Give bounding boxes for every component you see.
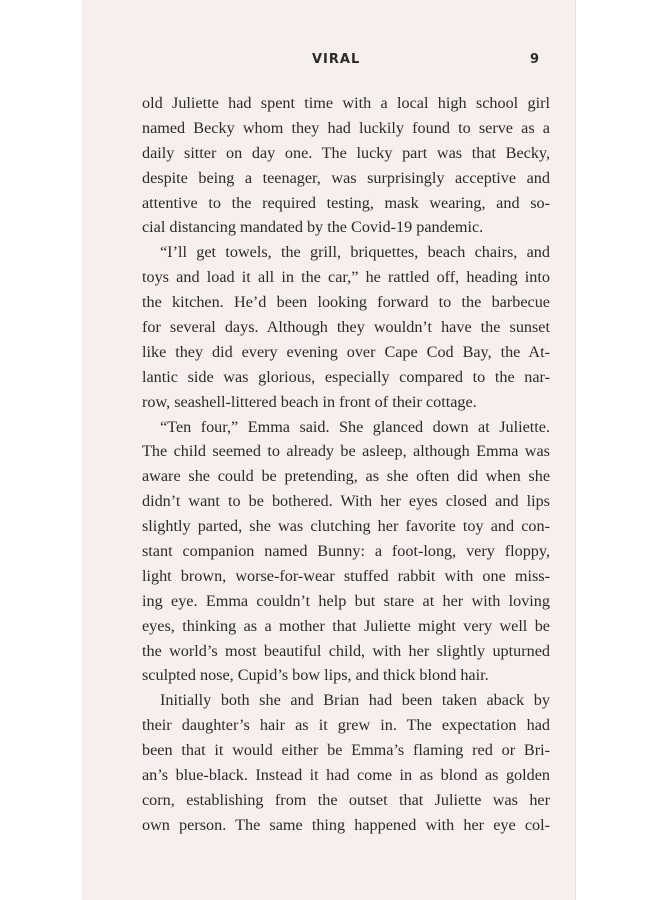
text-line: been that it would either be Emma’s flaming red or Bri- [142, 741, 550, 760]
text-line: daily sitter on day one. The lucky part was that Becky, [142, 143, 550, 162]
text-line: despite being a teenager, was surprisingly acceptive and [142, 168, 550, 187]
text-line: the world’s most beautiful child, with her slightly upturned [142, 641, 550, 660]
text-line: slightly parted, she was clutching her favorite toy and con- [142, 517, 550, 536]
text-line: the kitchen. He’d been looking forward to the barbecue [142, 293, 550, 312]
body-text [142, 91, 550, 838]
text-line: eyes, thinking as a mother that Juliette might very well be [142, 616, 550, 635]
text-line: stant companion named Bunny: a foot-long, very floppy, [142, 542, 550, 561]
text-line: row, seashell-littered beach in front of their cottage. [142, 392, 477, 411]
text-line: Initially both she and Brian had been taken aback by [160, 691, 550, 710]
text-line: for several days. Although they wouldn’t have the sunset [142, 318, 550, 337]
text-line: didn’t want to be bothered. With her eyes closed and lips [142, 492, 550, 511]
running-head [82, 52, 576, 72]
text-line: named Becky whom they had luckily found to serve as a [142, 118, 550, 137]
text-line: an’s blue-black. Instead it had come in as blond as golden [142, 766, 550, 785]
text-line: own person. The same thing happened with her eye col- [142, 815, 550, 834]
text-line: “Ten four,” Emma said. She glanced down at Juliette. [160, 417, 550, 436]
text-line: sculpted nose, Cupid’s bow lips, and thick blond hair. [142, 666, 489, 685]
text-line: corn, establishing from the outset that Juliette was her [142, 790, 550, 809]
text-line: The child seemed to already be asleep, although Emma was [142, 442, 550, 461]
text-line: aware she could be pretending, as she often did when she [142, 467, 550, 486]
text-line: their daughter’s hair as it grew in. The expectation had [142, 716, 550, 735]
text-line: old Juliette had spent time with a local high school girl [142, 94, 550, 112]
text-line: light brown, worse-for-wear stuffed rabbit with one miss- [142, 566, 550, 585]
page-number: 9 [529, 52, 540, 67]
text-line: attentive to the required testing, mask wearing, and so- [142, 193, 550, 212]
text-line: ing eye. Emma couldn’t help but stare at her with loving [142, 591, 550, 610]
text-line: toys and load it all in the car,” he rattled off, heading into [142, 268, 550, 287]
text-line: cial distancing mandated by the Covid-19 pandemic. [142, 218, 484, 237]
running-title: VIRAL [312, 52, 361, 67]
text-line: “I’ll get towels, the grill, briquettes, beach chairs, and [160, 243, 550, 262]
text-line: lantic side was glorious, especially compared to the nar- [142, 367, 550, 386]
book-page [82, 0, 576, 900]
text-line: like they did every evening over Cape Cod Bay, the At- [142, 342, 550, 361]
